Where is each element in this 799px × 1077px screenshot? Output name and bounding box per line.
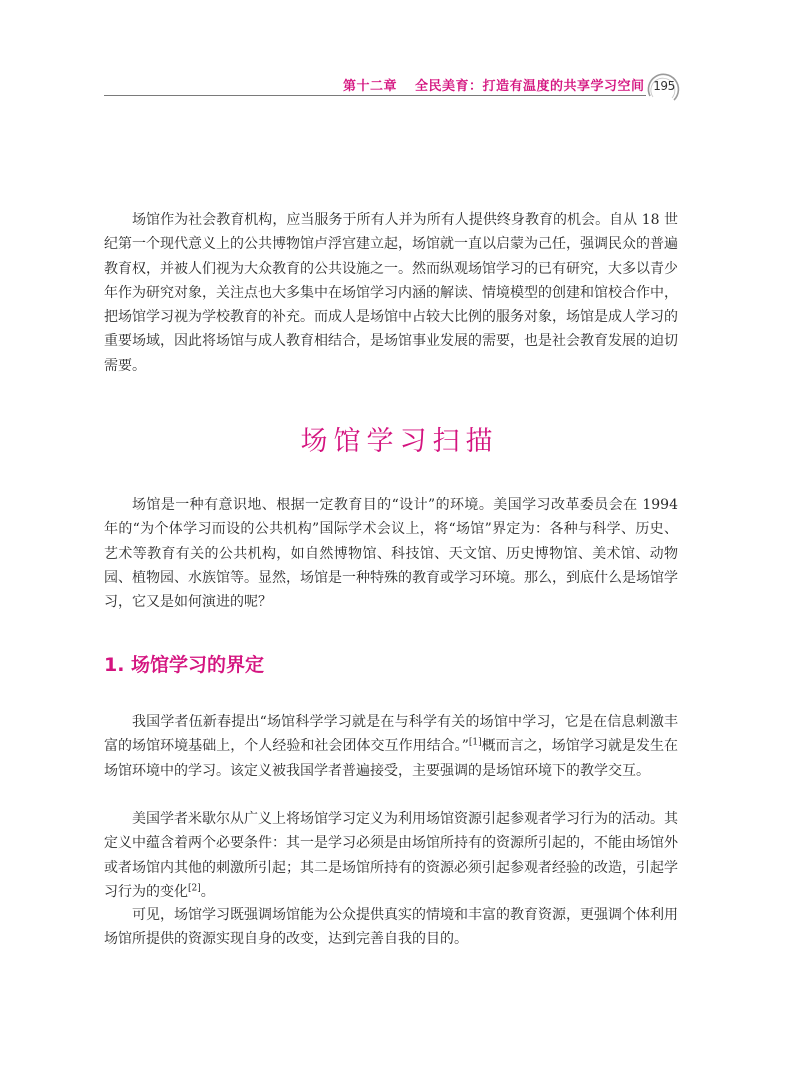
paragraph-text: 。 — [200, 883, 215, 900]
chapter-header — [343, 75, 645, 94]
citation-ref-2[interactable]: [2] — [188, 883, 201, 894]
section-paragraph: 场馆是一种有意识地、根据一定教育目的“设计”的环境。美国学习改革委员会在 1994 年的“为个体学习而设的公共机构”国际学术会议上，将“场馆”界定为：各种与科学、历史、艺术等教育有关的公共机构，如自然博物馆、科技馆、天文馆、历史博物馆、美术馆、动物园、植物园、水族馆等。显然，场馆是一种特殊的教育或学习环境。那么，到底什么是场馆学习，它又是如何演进的呢？ — [104, 497, 678, 611]
chapter-title: 全民美育：打造有温度的共享学习空间 — [415, 79, 645, 94]
paragraph-text: 我国学者伍新春提出“场馆科学学习就是在与科学有关的场馆中学习，它是在信息刺激丰富的场馆环境基础上，个人经验和社会团体交互作用结合。” — [104, 714, 678, 755]
paragraph-text: 概而言之，场馆学习就是发生在场馆环境中的学习。该定义被我国学者普遍接受，主要强调的是场馆环境下的教学交互。 — [104, 738, 679, 779]
intro-paragraph: 场馆作为社会教育机构，应当服务于所有人并为所有人提供终身教育的机会。自从 18 世纪第一个现代意义上的公共博物馆卢浮宫建立起，场馆就一直以启蒙为己任，强调民众的普遍教育权，并被人们视为大众教育的公共设施之一。然而纵观场馆学习的已有研究，大多以青少年作为研究对象，关注点也大多集中在场馆学习内涵的解读、情境模型的创建和馆校合作中，把场馆学习视为学校教育的补充。而成人是场馆中占较大比例的服务对象，场馆是成人学习的重要场域，因此将场馆与成人教育相结合，是场馆事业发展的需要，也是社会教育发展的迫切需要。 — [104, 212, 678, 374]
chapter-label: 第十二章 — [343, 79, 398, 94]
definition-paragraph-3: 可见，场馆学习既强调场馆能为公众提供真实的情境和丰富的教育资源，更强调个体利用场馆所提供的资源实现自身的改变，达到完善自我的目的。 — [104, 907, 678, 948]
section-title: 场馆学习扫描 — [300, 426, 499, 457]
header-rule — [104, 95, 646, 96]
subsection-title: 1. 场馆学习的界定 — [104, 654, 265, 676]
definition-paragraph-2 — [104, 807, 678, 904]
citation-ref-1[interactable]: [1] — [468, 737, 482, 748]
running-header — [0, 0, 799, 110]
paragraph-text: 美国学者米歇尔从广义上将场馆学习定义为利用场馆资源引起参观者学习行为的活动。其定义中蕴含着两个必要条件：其一是学习必须是由场馆所持有的资源所引起的，不能由场馆外或者场馆内其他的刺激所引起；其二是场馆所持有的资源必须引起参观者经验的改造，引起学习行为的变化 — [104, 811, 678, 900]
definition-paragraph-1 — [104, 710, 678, 783]
page-number: 195 — [653, 79, 675, 93]
